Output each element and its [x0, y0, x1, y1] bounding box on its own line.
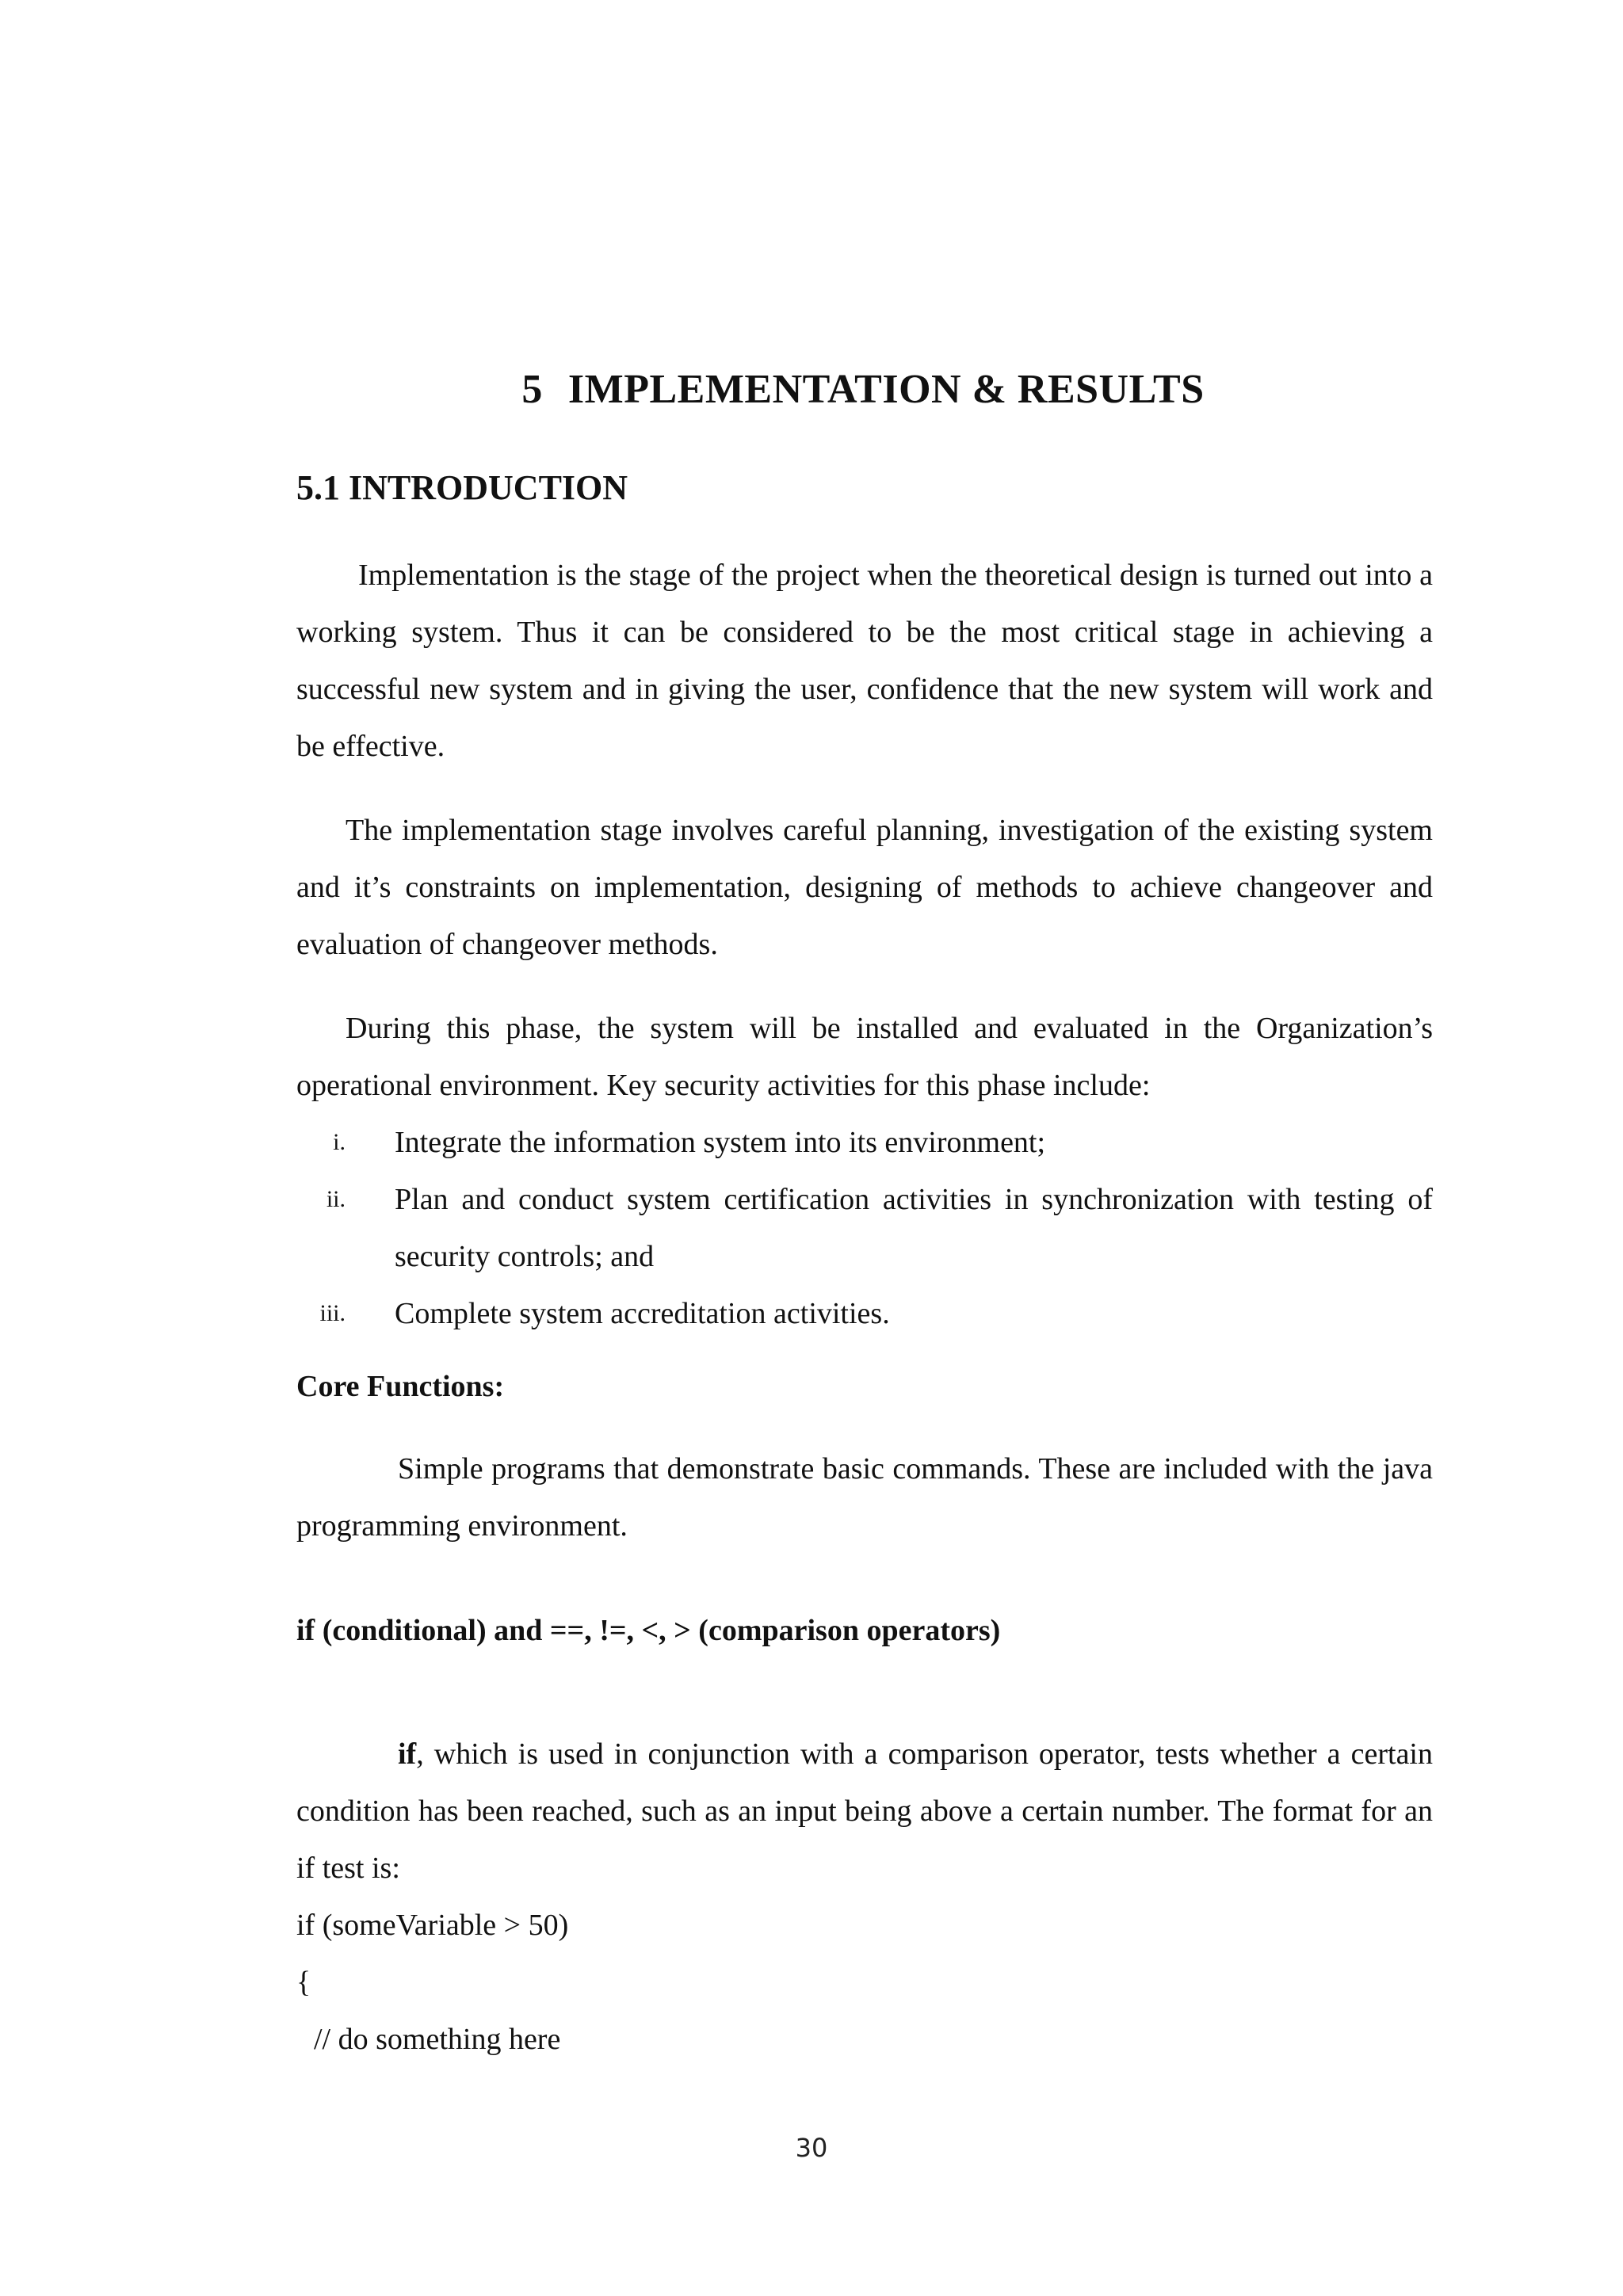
- code-line: if (someVariable > 50): [296, 1909, 569, 1942]
- core-functions-heading: Core Functions:: [296, 1370, 505, 1403]
- list-item: [296, 1285, 1433, 1342]
- intro-paragraph: Implementation is the stage of the project when the theoretical design is turned out into a working system. Thus it can be considered to be the most critical stage in achieving a successful new system and in giving the user, confidence that the new system will work and be effective.: [296, 559, 1433, 763]
- conditional-heading: if (conditional) and ==, !=, <, > (comparison operators): [296, 1614, 1001, 1647]
- chapter-title-text: IMPLEMENTATION & RESULTS: [567, 367, 1205, 412]
- list-item-text: Complete system accreditation activities.: [395, 1297, 890, 1330]
- list-marker: i.: [333, 1129, 346, 1155]
- core-functions-paragraph: Simple programs that demonstrate basic commands. These are included with the java programming environment.: [296, 1452, 1433, 1543]
- list-marker: iii.: [319, 1300, 346, 1326]
- list-item: [296, 1171, 1433, 1285]
- section-heading: 5.1 INTRODUCTION: [296, 468, 628, 507]
- if-keyword: if: [398, 1737, 417, 1771]
- code-line: {: [296, 1966, 311, 1999]
- phase-paragraph: During this phase, the system will be installed and evaluated in the Organization’s operational environment. Key security activities for this phase include:: [296, 1012, 1433, 1102]
- list-item: [296, 1114, 1433, 1171]
- page-number: 30: [795, 2133, 828, 2163]
- conditional-paragraph: [296, 1726, 1433, 1897]
- chapter-number: 5: [521, 367, 543, 412]
- chapter-title: [0, 366, 1623, 413]
- list-marker: ii.: [326, 1186, 346, 1212]
- code-line: // do something here: [314, 2023, 561, 2056]
- conditional-text: , which is used in conjunction with a comparison operator, tests whether a certain condition has been reached, such as an input being above a certain number. The format for an if test is:: [296, 1737, 1433, 1885]
- security-activities-list: [296, 1114, 1433, 1342]
- list-item-text: Plan and conduct system certification activities in synchronization with testing of security controls; and: [395, 1183, 1433, 1273]
- implementation-stage-paragraph: The implementation stage involves careful planning, investigation of the existing system and it’s constraints on implementation, designing of methods to achieve changeover and evaluation of changeover methods.: [296, 814, 1433, 961]
- list-item-text: Integrate the information system into its environment;: [395, 1126, 1046, 1159]
